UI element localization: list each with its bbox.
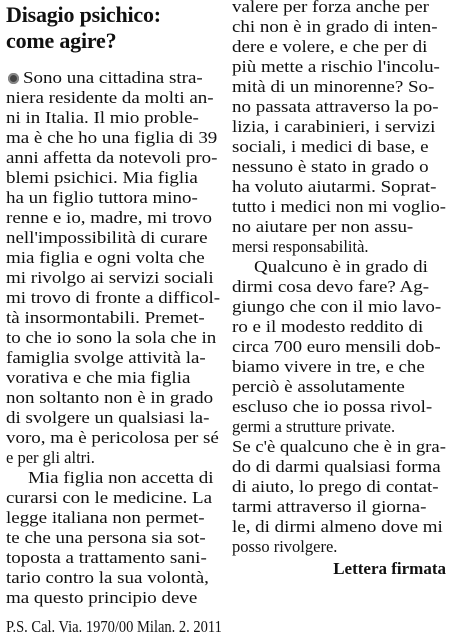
text-line: vorativa e che mia figlia bbox=[6, 368, 191, 387]
text-line-row bbox=[232, 297, 446, 317]
text-line-row bbox=[6, 268, 222, 288]
text-line-row bbox=[6, 288, 222, 308]
text-line-row bbox=[232, 397, 446, 417]
text-line-row bbox=[6, 468, 222, 488]
text-line-row bbox=[6, 168, 222, 188]
text-line: do di darmi qualsiasi forma bbox=[232, 457, 441, 476]
text-line-row bbox=[232, 0, 446, 17]
text-line-row bbox=[232, 417, 446, 437]
text-line: mersi responsabilità. bbox=[232, 237, 369, 256]
text-line: ro e il modesto reddito di bbox=[232, 317, 424, 336]
text-line-row bbox=[232, 37, 446, 57]
text-line-row bbox=[6, 208, 222, 228]
text-line-row bbox=[232, 57, 446, 77]
text-line: biamo vivere in tre, e che bbox=[232, 357, 425, 376]
text-line-row bbox=[232, 77, 446, 97]
cut-off-line bbox=[6, 608, 222, 636]
text-line: lizia, i carabinieri, i servizi bbox=[232, 117, 436, 136]
text-line: circa 700 euro mensili dob- bbox=[232, 337, 441, 356]
text-line-row bbox=[6, 508, 222, 528]
text-line-row bbox=[232, 277, 446, 297]
text-line-row bbox=[232, 477, 446, 497]
text-line: curarsi con le medicine. La bbox=[6, 488, 212, 507]
text-line-row bbox=[232, 197, 446, 217]
text-line: to che io sono la sola che in bbox=[6, 328, 217, 347]
text-line-row bbox=[6, 488, 222, 508]
text-line: P.S. Cal. Via. 1970/00 Milan. 2. 2011 bbox=[6, 617, 222, 636]
text-line: mi trovo di fronte a difficol- bbox=[6, 288, 221, 307]
text-line: dere e volere, e che per di bbox=[232, 37, 428, 56]
text-line: non soltanto non è in grado bbox=[6, 388, 214, 407]
text-line-row bbox=[232, 17, 446, 37]
text-line: no passata attraverso la po- bbox=[232, 97, 439, 116]
text-line-row bbox=[232, 157, 446, 177]
text-line-row bbox=[6, 348, 222, 368]
text-line-row bbox=[232, 217, 446, 237]
text-line: blemi psichici. Mia figlia bbox=[6, 168, 198, 187]
text-line: tutto i medici non mi voglio- bbox=[232, 197, 446, 216]
text-line-row bbox=[6, 448, 222, 468]
text-line: Se c'è qualcuno che è in gra- bbox=[232, 437, 446, 456]
text-line: no aiutare per non assu- bbox=[232, 217, 414, 236]
text-line-row bbox=[6, 328, 222, 348]
bullet-icon bbox=[8, 73, 19, 84]
text-line-row bbox=[232, 137, 446, 157]
text-line-row bbox=[6, 188, 222, 208]
signature-row bbox=[232, 559, 446, 579]
text-line: chi non è in grado di inten- bbox=[232, 17, 438, 36]
text-line: posso rivolgere. bbox=[232, 537, 338, 556]
text-line-row bbox=[6, 528, 222, 548]
text-line: renne e io, madre, mi trovo bbox=[6, 208, 213, 227]
text-line-row bbox=[6, 568, 222, 588]
text-line: Qualcuno è in grado di bbox=[254, 257, 428, 276]
text-line: Mia figlia non accetta di bbox=[28, 468, 214, 487]
text-line: ni in Italia. Il mio proble- bbox=[6, 108, 199, 127]
text-line: anni affetta da notevoli pro- bbox=[6, 148, 218, 167]
text-line-row bbox=[6, 588, 222, 608]
text-line-row bbox=[6, 308, 222, 328]
text-line-row bbox=[232, 257, 446, 277]
text-line: tà insormontabili. Premet- bbox=[6, 308, 205, 327]
text-line: voro, ma è pericolosa per sé bbox=[6, 428, 219, 447]
text-line-row bbox=[6, 428, 222, 448]
text-line: mi rivolgo ai servizi sociali bbox=[6, 268, 214, 287]
text-line: ma è che ho una figlia di 39 bbox=[6, 128, 218, 147]
text-line: nessuno è stato in grado o bbox=[232, 157, 429, 176]
signature: Lettera firmata bbox=[333, 559, 446, 578]
text-line-row bbox=[6, 148, 222, 168]
text-line-row bbox=[6, 68, 222, 88]
text-line: sociali, i medici di base, e bbox=[232, 137, 429, 156]
text-line-row bbox=[232, 117, 446, 137]
text-line-row bbox=[232, 377, 446, 397]
text-line-row bbox=[232, 177, 446, 197]
text-line: mità di un minorenne? So- bbox=[232, 77, 435, 96]
article-title bbox=[6, 2, 222, 54]
text-line: le, di dirmi almeno dove mi bbox=[232, 517, 443, 536]
text-line: mia figlia e ogni volta che bbox=[6, 248, 205, 267]
title-line: come agire? bbox=[6, 28, 117, 53]
text-line: legge italiana non permet- bbox=[6, 508, 205, 527]
text-line: di svolgere un qualsiasi la- bbox=[6, 408, 210, 427]
text-line-row bbox=[232, 357, 446, 377]
text-line-row bbox=[232, 237, 446, 257]
text-line: ha un figlio tuttora mino- bbox=[6, 188, 198, 207]
text-line: ma questo principio deve bbox=[6, 588, 198, 607]
text-line-row bbox=[232, 497, 446, 517]
left-body bbox=[6, 68, 222, 608]
text-line: germi a strutture private. bbox=[232, 417, 396, 436]
text-line: perciò è assolutamente bbox=[232, 377, 405, 396]
text-line: toposta a trattamento sani- bbox=[6, 548, 207, 567]
text-line-row bbox=[232, 537, 446, 557]
text-line-row bbox=[232, 437, 446, 457]
text-line: giungo che con il mio lavo- bbox=[232, 297, 442, 316]
text-line: più mette a rischio l'incolu- bbox=[232, 57, 440, 76]
text-line: niera residente da molti an- bbox=[6, 88, 214, 107]
text-line: nell'impossibilità di curare bbox=[6, 228, 208, 247]
text-line: e per gli altri. bbox=[6, 448, 95, 467]
title-line: Disagio psichico: bbox=[6, 2, 161, 27]
text-line: famiglia svolge attività la- bbox=[6, 348, 206, 367]
text-line-row bbox=[232, 317, 446, 337]
text-line: te che una persona sia sot- bbox=[6, 528, 206, 547]
right-body bbox=[232, 0, 446, 557]
text-line: Sono una cittadina stra- bbox=[23, 68, 203, 87]
text-line: escluso che io possa rivol- bbox=[232, 397, 433, 416]
text-line: dirmi cosa devo fare? Ag- bbox=[232, 277, 430, 296]
right-column bbox=[232, 0, 446, 578]
text-line-row bbox=[6, 128, 222, 148]
text-line: di aiuto, lo prego di contat- bbox=[232, 477, 439, 496]
text-line-row bbox=[232, 517, 446, 537]
text-line-row bbox=[6, 108, 222, 128]
text-line-row bbox=[232, 457, 446, 477]
text-line-row bbox=[6, 248, 222, 268]
text-line-row bbox=[6, 548, 222, 568]
text-line: tarmi attraverso il giorna- bbox=[232, 497, 427, 516]
text-line: ha voluto aiutarmi. Soprat- bbox=[232, 177, 437, 196]
text-line-row bbox=[232, 97, 446, 117]
text-line-row bbox=[232, 337, 446, 357]
left-column bbox=[6, 0, 222, 636]
text-line-row bbox=[6, 388, 222, 408]
text-line-row bbox=[6, 368, 222, 388]
text-line: tario contro la sua volontà, bbox=[6, 568, 209, 587]
text-line: valere per forza anche per bbox=[232, 0, 429, 16]
text-line-row bbox=[6, 228, 222, 248]
text-line-row bbox=[6, 88, 222, 108]
text-line-row bbox=[6, 408, 222, 428]
